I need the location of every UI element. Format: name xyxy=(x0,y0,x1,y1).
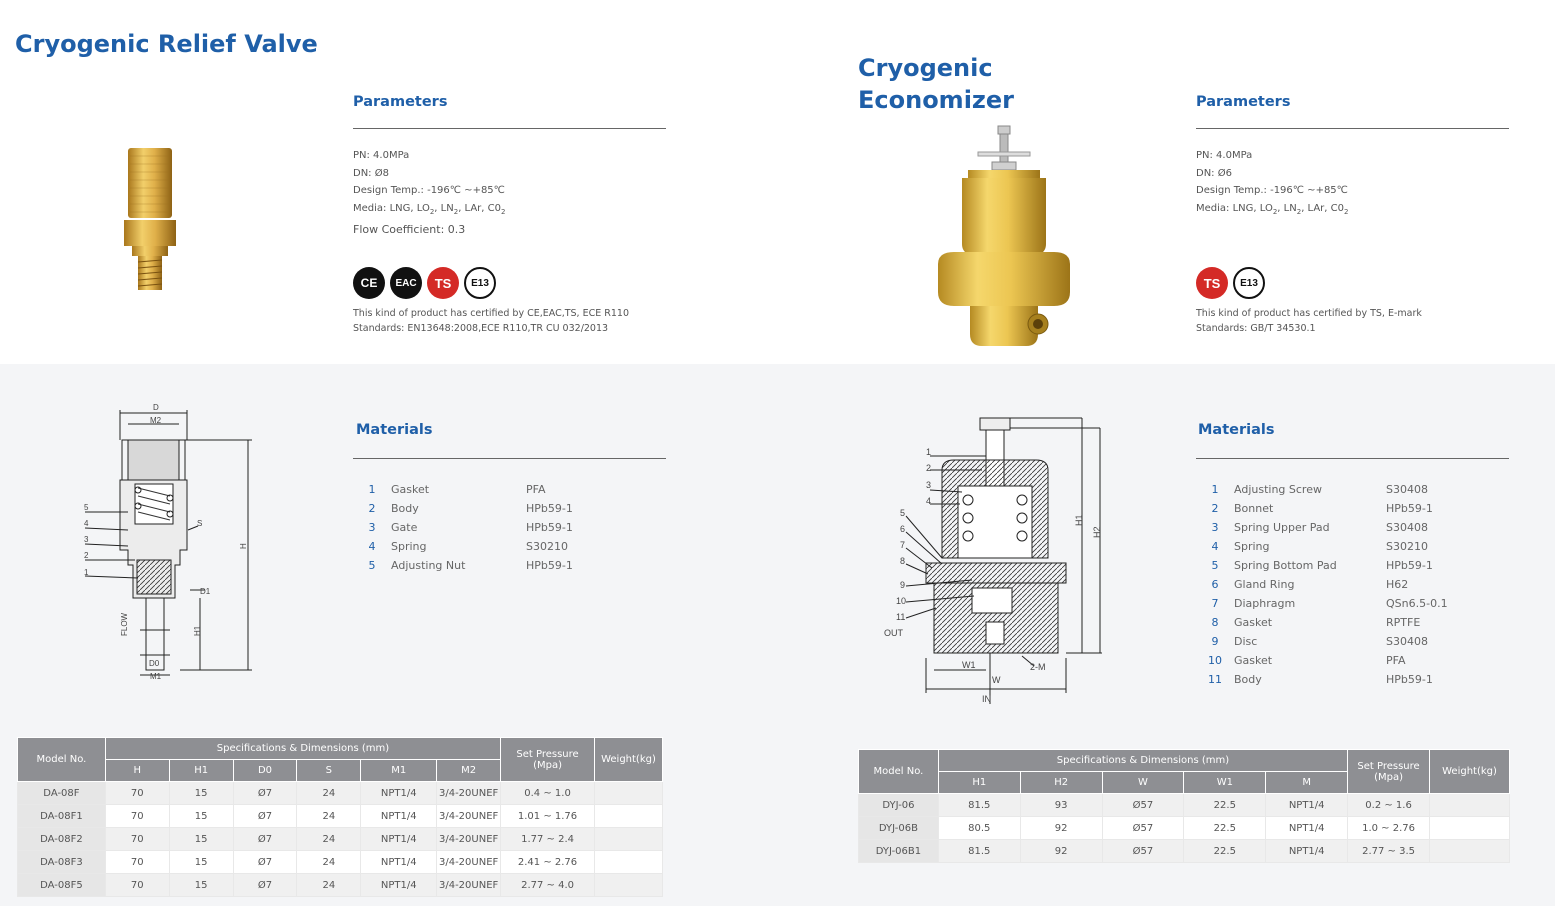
ts-mark-icon: TS xyxy=(427,267,459,299)
param-media: Media: LNG, $LO_2$, $LN_2$, LAr, $C0_2$ xyxy=(353,202,506,216)
dim-h-label: H xyxy=(239,543,248,549)
param-dn: DN: Ø8 xyxy=(353,167,389,179)
e13-mark-icon: E13 xyxy=(464,267,496,299)
material-row: 4 Spring S30210 xyxy=(368,540,568,553)
out-label: OUT xyxy=(884,628,903,638)
dim-m1-label: M1 xyxy=(150,672,162,681)
col-w: W xyxy=(1102,772,1184,794)
economizer-cert-icons xyxy=(1196,267,1265,299)
dim-d-label: D xyxy=(153,403,159,412)
ts-mark-icon: TS xyxy=(1196,267,1228,299)
e13-mark-icon: E13 xyxy=(1233,267,1265,299)
table-row: DYJ-06 81.5 93 Ø57 22.5 NPT1/4 0.2 ~ 1.6 xyxy=(859,794,1510,817)
col-model: Model No. xyxy=(859,750,939,794)
col-m: M xyxy=(1266,772,1348,794)
param-dn: DN: Ø6 xyxy=(1196,167,1232,179)
callout-8: 8 xyxy=(900,556,906,566)
callout-2: 2 xyxy=(926,463,932,473)
relief-valve-materials-list xyxy=(353,480,573,575)
col-weight: Weight(kg) xyxy=(594,738,662,782)
col-weight: Weight(kg) xyxy=(1430,750,1510,794)
table-row: DA-08F1 70 15 Ø7 24 NPT1/4 3/4-20UNEF 1.01 ~ 1.76 xyxy=(18,805,663,828)
dim-s-label: S xyxy=(197,519,203,528)
materials-divider xyxy=(353,458,666,459)
relief-valve-title: Cryogenic Relief Valve xyxy=(15,30,318,58)
col-spec-group: Specifications & Dimensions (mm) xyxy=(938,750,1347,772)
material-row: 2 Body HPb59-1 xyxy=(368,502,573,515)
dim-h2-label: H2 xyxy=(1092,526,1102,538)
col-model: Model No. xyxy=(18,738,106,782)
dim-2m-label: 2-M xyxy=(1030,662,1046,672)
material-row: 7 Diaphragm QSn6.5-0.1 xyxy=(1211,597,1448,610)
material-row: 2 Bonnet HPb59-1 xyxy=(1211,502,1433,515)
relief-valve-materials-heading: Materials xyxy=(356,422,433,438)
dim-m2-label: M2 xyxy=(150,416,162,425)
table-row: DA-08F2 70 15 Ø7 24 NPT1/4 3/4-20UNEF 1.77 ~ 2.4 xyxy=(18,828,663,851)
standards-text: Standards: GB/T 34530.1 xyxy=(1196,323,1316,334)
material-row: 10 Gasket PFA xyxy=(1208,654,1406,667)
col-w1: W1 xyxy=(1184,772,1266,794)
economizer-title: Cryogenic Economizer xyxy=(858,54,1014,114)
dim-h1-label: H1 xyxy=(193,625,202,636)
param-temp: Design Temp.: -196℃ ~+85℃ xyxy=(353,185,505,196)
col-s: S xyxy=(297,760,361,782)
standards-text: Standards: EN13648:2008,ECE R110,TR CU 032/2013 xyxy=(353,323,609,334)
relief-valve-drawing xyxy=(80,400,280,685)
col-set-pressure: Set Pressure (Mpa) xyxy=(1348,750,1430,794)
economizer-photo xyxy=(934,124,1074,352)
param-temp: Design Temp.: -196℃ ~+85℃ xyxy=(1196,185,1348,196)
col-spec-group: Specifications & Dimensions (mm) xyxy=(105,738,500,760)
table-row: DYJ-06B1 81.5 92 Ø57 22.5 NPT1/4 2.77 ~ 3.5 xyxy=(859,840,1510,863)
material-row: 1 Gasket PFA xyxy=(368,483,546,496)
col-h: H xyxy=(105,760,169,782)
material-row: 9 Disc S30408 xyxy=(1211,635,1428,648)
relief-valve-parameters-heading: Parameters xyxy=(353,94,448,110)
ce-mark-icon: CE xyxy=(353,267,385,299)
param-pn: PN: 4.0MPa xyxy=(1196,150,1253,161)
callout-1: 1 xyxy=(926,447,932,457)
dim-d0-label: D0 xyxy=(149,659,160,668)
material-row: 8 Gasket RPTFE xyxy=(1211,616,1421,629)
callout-3: 3 xyxy=(926,480,932,490)
callout-10: 10 xyxy=(896,596,907,606)
table-row: DA-08F 70 15 Ø7 24 NPT1/4 3/4-20UNEF 0.4 ~ 1.0 xyxy=(18,782,663,805)
col-m2: M2 xyxy=(437,760,501,782)
callout-5: 5 xyxy=(84,503,89,512)
material-row: 11 Body HPb59-1 xyxy=(1208,673,1433,686)
materials-divider xyxy=(1196,458,1509,459)
dim-w1-label: W1 xyxy=(962,660,976,670)
callout-9: 9 xyxy=(900,580,906,590)
material-row: 3 Spring Upper Pad S30408 xyxy=(1211,521,1428,534)
param-media: Media: LNG, $LO_2$, $LN_2$, LAr, $C0_2$ xyxy=(1196,202,1349,216)
economizer-spec-table xyxy=(858,749,1510,863)
table-row: DYJ-06B 80.5 92 Ø57 22.5 NPT1/4 1.0 ~ 2.76 xyxy=(859,817,1510,840)
callout-7: 7 xyxy=(900,540,906,550)
callout-11: 11 xyxy=(896,612,906,622)
relief-valve-spec-table xyxy=(17,737,663,897)
dim-h1-label: H1 xyxy=(1074,514,1084,526)
material-row: 3 Gate HPb59-1 xyxy=(368,521,573,534)
relief-valve-cert-icons xyxy=(353,267,496,299)
dim-w-label: W xyxy=(992,675,1001,685)
callout-6: 6 xyxy=(900,524,906,534)
col-h2: H2 xyxy=(1020,772,1102,794)
economizer-drawing xyxy=(882,408,1112,708)
material-row: 4 Spring S30210 xyxy=(1211,540,1428,553)
col-d0: D0 xyxy=(233,760,297,782)
param-pn: PN: 4.0MPa xyxy=(353,150,410,161)
col-set-pressure: Set Pressure (Mpa) xyxy=(501,738,595,782)
economizer-cert-note xyxy=(1196,306,1422,336)
col-m1: M1 xyxy=(361,760,437,782)
callout-3: 3 xyxy=(84,535,89,544)
parameters-divider xyxy=(353,128,666,129)
eac-mark-icon: EAC xyxy=(390,267,422,299)
material-row: 1 Adjusting Screw S30408 xyxy=(1211,483,1428,496)
table-row: DA-08F3 70 15 Ø7 24 NPT1/4 3/4-20UNEF 2.41 ~ 2.76 xyxy=(18,851,663,874)
param-flow-coefficient: Flow Coefficient: 0.3 xyxy=(353,223,466,236)
economizer-materials-heading: Materials xyxy=(1198,422,1275,438)
material-row: 5 Adjusting Nut HPb59-1 xyxy=(368,559,573,572)
cert-statement: This kind of product has certified by CE,EAC,TS, ECE R110 xyxy=(353,308,629,319)
material-row: 6 Gland Ring H62 xyxy=(1211,578,1409,591)
parameters-divider xyxy=(1196,128,1509,129)
relief-valve-cert-note xyxy=(353,306,629,336)
material-row: 5 Spring Bottom Pad HPb59-1 xyxy=(1211,559,1433,572)
economizer-parameter-list xyxy=(1196,147,1348,221)
col-h1: H1 xyxy=(169,760,233,782)
cert-statement: This kind of product has certified by TS, E-mark xyxy=(1196,308,1422,319)
table-row: DA-08F5 70 15 Ø7 24 NPT1/4 3/4-20UNEF 2.77 ~ 4.0 xyxy=(18,874,663,897)
callout-5: 5 xyxy=(900,508,906,518)
in-label: IN xyxy=(982,694,991,704)
callout-1: 1 xyxy=(84,568,89,577)
economizer-parameters-heading: Parameters xyxy=(1196,94,1291,110)
flow-label: FLOW xyxy=(120,612,129,636)
economizer-materials-list xyxy=(1196,480,1448,689)
dim-d1-label: D1 xyxy=(200,587,211,596)
callout-2: 2 xyxy=(84,551,89,560)
relief-valve-parameter-list xyxy=(353,147,505,239)
callout-4: 4 xyxy=(84,519,89,528)
relief-valve-photo xyxy=(118,142,182,294)
col-h1: H1 xyxy=(938,772,1020,794)
callout-4: 4 xyxy=(926,496,932,506)
